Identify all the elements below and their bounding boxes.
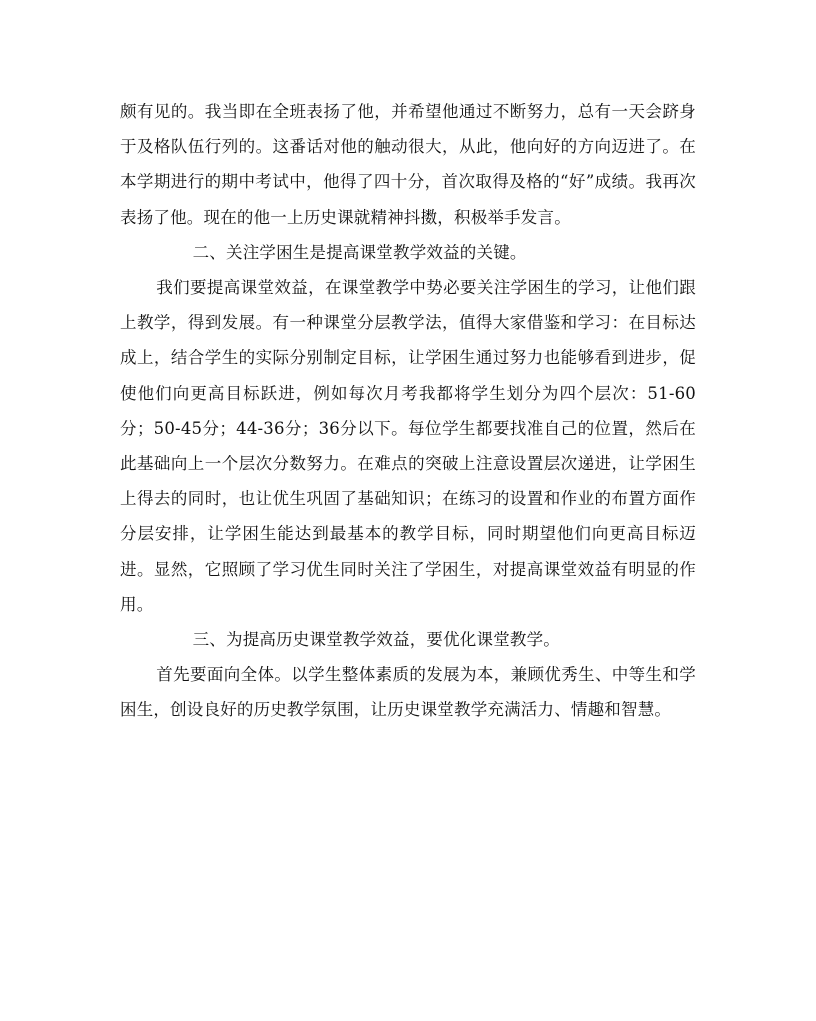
section-heading-2: 二、关注学困生是提高课堂教学效益的关键。 [192,242,527,262]
document-body [120,94,696,728]
section-heading-3: 三、为提高历史课堂教学效益，要优化课堂教学。 [192,630,560,650]
paragraph-continuation: 颇有见的。我当即在全班表扬了他，并希望他通过不断努力，总有一天会跻身于及格队伍行列的。这番话对他的触动很大，从此，他向好的方向迈进了。在本学期进行的期中考试中，他得了四十分，首次取得及格的“好”成绩。我再次表扬了他。现在的他一上历史课就精神抖擞，积极举手发言。 [120,102,696,227]
paragraph-section-3: 首先要面向全体。以学生整体素质的发展为本，兼顾优秀生、中等生和学困生，创设良好的历史教学氛围，让历史课堂教学充满活力、情趣和智慧。 [120,665,696,720]
paragraph-section-2: 我们要提高课堂效益，在课堂教学中势必要关注学困生的学习，让他们跟上教学，得到发展。有一种课堂分层教学法，值得大家借鉴和学习：在目标达成上，结合学生的实际分别制定目标，让学困生通过努力也能够看到进步，促使他们向更高目标跃进，例如每次月考我都将学生划分为四个层次：51-60分；50-45分；44-36分；36分以下。每位学生都要找准自己的位置，然后在此基础向上一个层次分数努力。在难点的突破上注意设置层次递进，让学困生上得去的同时，也让优生巩固了基础知识；在练习的设置和作业的布置方面作分层安排，让学困生能达到最基本的教学目标，同时期望他们向更高目标迈进。显然，它照顾了学习优生同时关注了学困生，对提高课堂效益有明显的作用。 [120,278,696,614]
